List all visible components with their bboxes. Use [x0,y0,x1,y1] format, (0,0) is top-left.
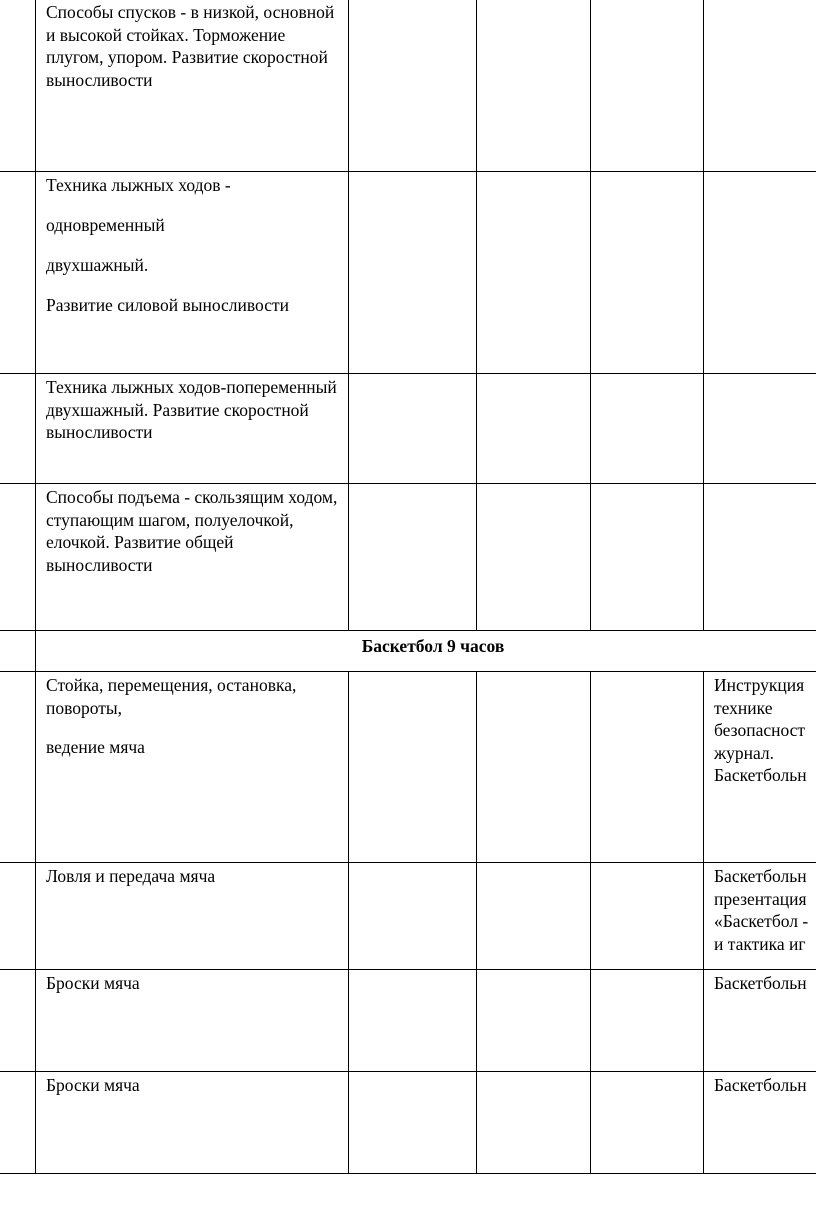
table-row [0,0,816,172]
number-cell [0,172,36,374]
empty-cell [349,970,477,1072]
topic-text: Броски мяча [46,1075,140,1095]
topic-text: двухшажный. [46,255,149,275]
topic-text: Способы подъема - скользящим ходом, ступающим шагом, полуелочкой, елочкой. Развитие общей выносливости [46,487,338,575]
empty-cell [349,374,477,484]
topic-text: Ловля и передача мяча [46,866,216,886]
topic-text: одновременный [46,215,165,235]
resources-cell [704,1072,816,1174]
topic-cell [36,172,349,374]
topic-cell [36,1072,349,1174]
section-title: Баскетбол 9 часов [361,636,505,656]
empty-cell [477,672,591,863]
empty-cell [349,172,477,374]
resources-cell [704,484,816,631]
empty-cell [477,172,591,374]
topic-cell [36,970,349,1072]
table-row [0,484,816,631]
table-row [0,374,816,484]
number-cell [0,970,36,1072]
resource-text: Инструкция [714,675,805,695]
resources-cell [704,970,816,1072]
resources-cell [704,0,816,172]
number-cell [0,0,36,172]
empty-cell [591,970,704,1072]
topic-text: Техника лыжных ходов - [46,175,231,195]
topic-text: Техника лыжных ходов-попеременный двухшажный. Развитие скоростной выносливости [46,377,337,442]
number-cell [0,484,36,631]
topic-cell [36,484,349,631]
resource-text: Баскетбольн [714,973,807,993]
resources-cell [704,863,816,970]
number-cell [0,631,36,672]
empty-cell [591,672,704,863]
table-row [0,863,816,970]
table-row [0,1072,816,1174]
topic-text: Способы спусков - в низкой, основной и высокой стойках. Торможение плугом, упором. Развитие скоростной выносливости [46,2,335,90]
empty-cell [591,1072,704,1174]
table-row [0,672,816,863]
topic-text: ведение мяча [46,737,145,757]
empty-cell [349,484,477,631]
number-cell [0,672,36,863]
empty-cell [477,863,591,970]
empty-cell [349,0,477,172]
empty-cell [591,863,704,970]
empty-cell [591,374,704,484]
empty-cell [349,863,477,970]
empty-cell [477,1072,591,1174]
number-cell [0,1072,36,1174]
number-cell [0,374,36,484]
empty-cell [349,1072,477,1174]
paragraph-gap [46,719,340,736]
empty-cell [477,374,591,484]
resource-text: презентация [714,888,807,909]
resources-cell [704,374,816,484]
topic-cell [36,374,349,484]
topic-cell [36,863,349,970]
empty-cell [591,484,704,631]
empty-cell [591,0,704,172]
empty-cell [477,970,591,1072]
resource-text: технике [714,697,773,718]
table-row [0,970,816,1072]
resource-text: «Баскетбол - [714,911,809,931]
resource-text: безопасност [714,720,806,740]
empty-cell [591,172,704,374]
resource-text: Баскетбольн [714,1075,807,1095]
resource-text: Баскетбольн [714,866,807,886]
topic-text: Стойка, перемещения, остановка, повороты, [46,675,297,718]
empty-cell [477,484,591,631]
section-row [0,631,816,672]
topic-text: Развитие силовой выносливости [46,295,289,315]
topic-text: Броски мяча [46,973,140,993]
topic-cell [36,0,349,172]
number-cell [0,863,36,970]
resource-text: Баскетбольн [714,765,807,785]
resource-text: и тактика иг [714,933,806,954]
resources-cell [704,672,816,863]
empty-cell [477,0,591,172]
resource-text: журнал. [714,742,774,763]
section-header-cell [36,631,816,672]
table-row [0,172,816,374]
empty-cell [349,672,477,863]
resources-cell [704,172,816,374]
topic-cell [36,672,349,863]
